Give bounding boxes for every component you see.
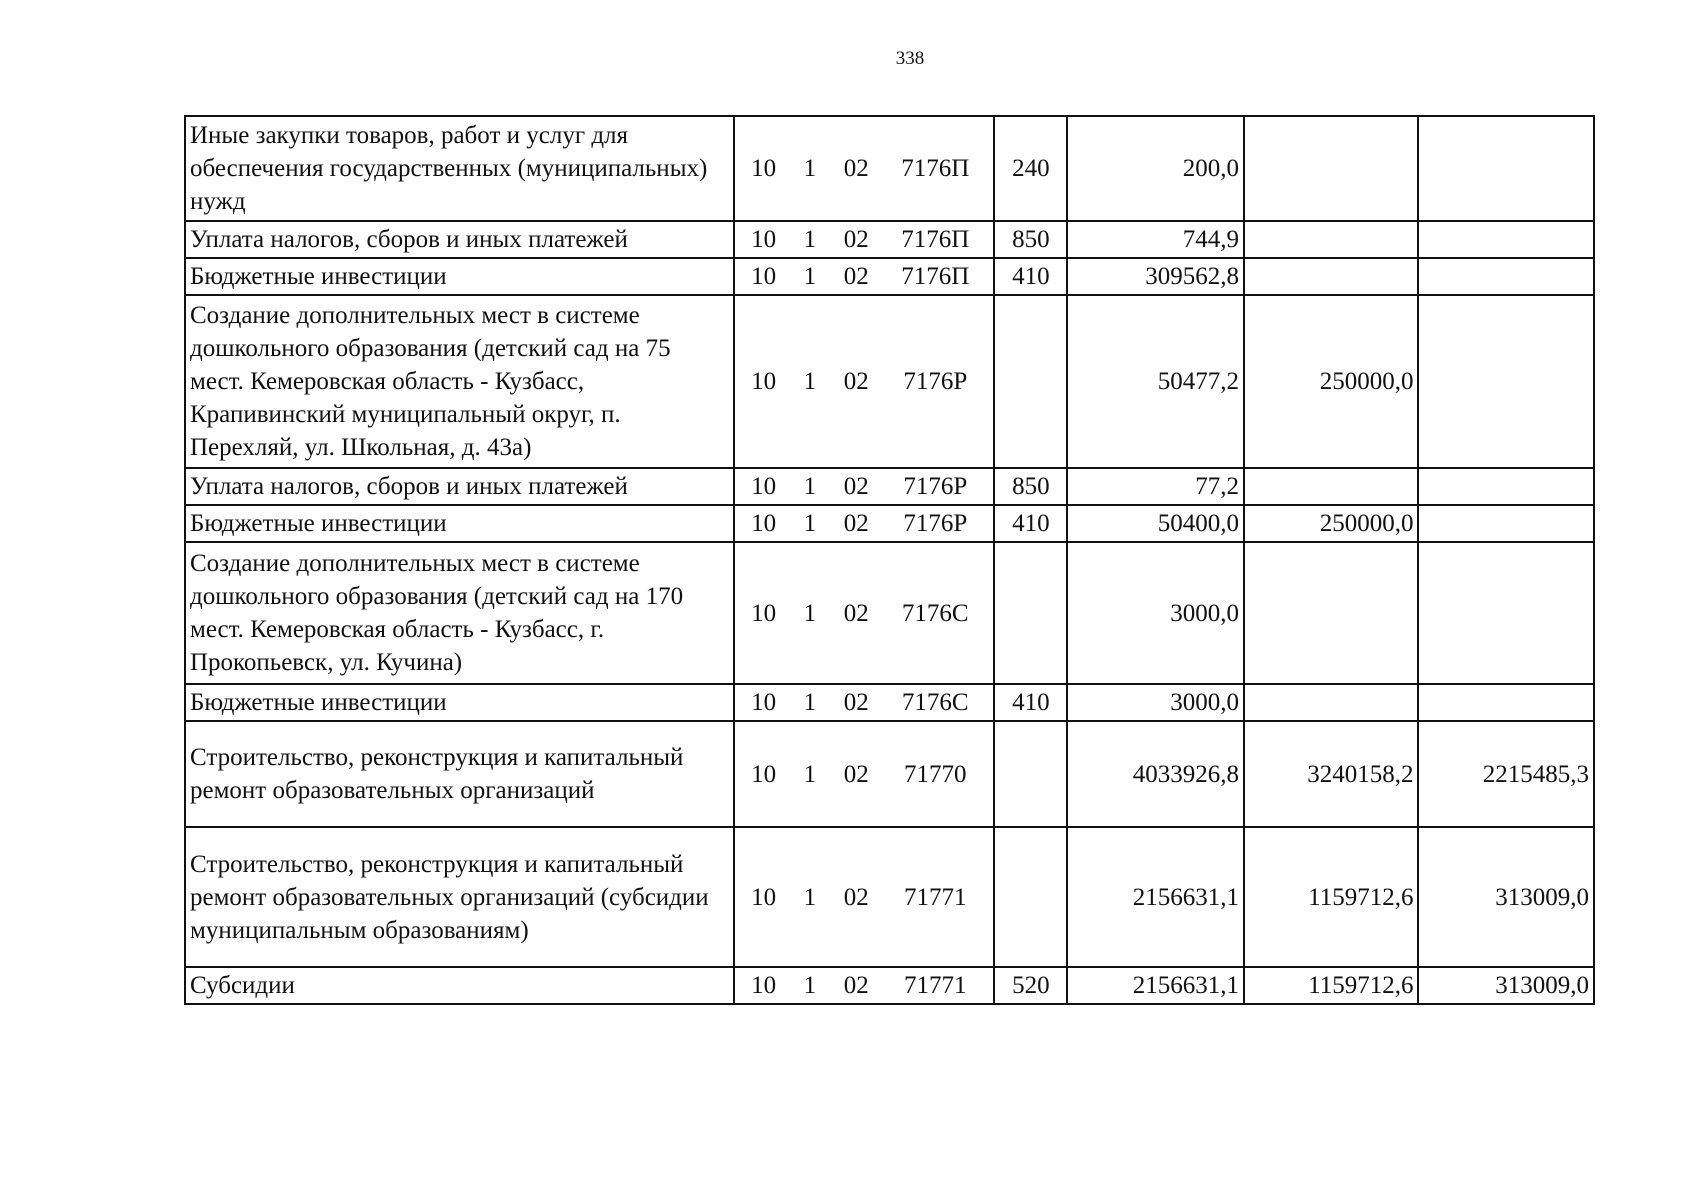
code-program: 1 (803, 972, 817, 999)
code-program: 1 (803, 473, 817, 500)
code-program: 1 (803, 760, 817, 788)
page-number: 338 (895, 48, 925, 69)
table-row (185, 258, 1594, 295)
sum-year-2 (1244, 116, 1418, 221)
row-codes (734, 468, 995, 505)
code-subprogram: 02 (843, 883, 869, 911)
expense-type: 240 (994, 116, 1067, 221)
table-row (185, 116, 1594, 221)
expense-type: 850 (994, 468, 1067, 505)
row-codes (734, 505, 995, 542)
code-direction: 7176С (901, 599, 969, 627)
sum-year-1: 309562,8 (1067, 258, 1244, 295)
row-name: Строительство, реконструкция и капитальный ремонт образовательных организаций (субсидии муниципальным образованиям) (185, 827, 734, 967)
sum-year-1: 50477,2 (1067, 295, 1244, 468)
sum-year-3: 313009,0 (1418, 967, 1594, 1004)
code-program: 1 (803, 510, 817, 537)
row-name: Строительство, реконструкция и капитальный ремонт образовательных организаций (185, 721, 734, 827)
sum-year-3 (1418, 505, 1594, 542)
row-codes (734, 116, 995, 221)
code-subprogram: 02 (843, 599, 869, 627)
table-row (185, 221, 1594, 258)
sum-year-3 (1418, 468, 1594, 505)
row-codes (734, 258, 995, 295)
code-section: 10 (751, 760, 777, 788)
sum-year-2 (1244, 468, 1418, 505)
code-subprogram: 02 (843, 368, 869, 395)
row-name: Бюджетные инвестиции (185, 684, 734, 721)
row-codes (734, 967, 995, 1004)
code-direction: 71771 (904, 972, 967, 999)
expense-type: 410 (994, 684, 1067, 721)
code-section: 10 (751, 972, 777, 999)
sum-year-1: 3000,0 (1067, 684, 1244, 721)
expense-type (994, 295, 1067, 468)
row-name: Иные закупки товаров, работ и услуг для обеспечения государственных (муниципальных) нужд (185, 116, 734, 221)
sum-year-1: 3000,0 (1067, 542, 1244, 684)
code-section: 10 (751, 226, 777, 253)
sum-year-3 (1418, 116, 1594, 221)
sum-year-1: 200,0 (1067, 116, 1244, 221)
code-direction: 7176Р (903, 510, 968, 537)
expense-type: 520 (994, 967, 1067, 1004)
code-direction: 7176Р (903, 473, 968, 500)
code-program: 1 (803, 155, 817, 182)
code-subprogram: 02 (843, 473, 869, 500)
sum-year-1: 744,9 (1067, 221, 1244, 258)
code-program: 1 (803, 226, 817, 253)
table-row (185, 468, 1594, 505)
code-program: 1 (803, 689, 817, 716)
sum-year-1: 2156631,1 (1067, 967, 1244, 1004)
code-section: 10 (751, 473, 777, 500)
sum-year-3: 313009,0 (1418, 827, 1594, 967)
row-name: Создание дополнительных мест в системе дошкольного образования (детский сад на 170 мест. Кемеровская область - Кузбасс, г. Прокопьевск, ул. Кучина) (185, 542, 734, 684)
sum-year-2: 1159712,6 (1244, 967, 1418, 1004)
sum-year-2: 1159712,6 (1244, 827, 1418, 967)
code-section: 10 (751, 368, 777, 395)
code-program: 1 (803, 883, 817, 911)
sum-year-3 (1418, 258, 1594, 295)
code-program: 1 (803, 368, 817, 395)
table-row (185, 684, 1594, 721)
row-name: Уплата налогов, сборов и иных платежей (185, 468, 734, 505)
sum-year-2 (1244, 684, 1418, 721)
budget-table (184, 115, 1595, 1005)
code-subprogram: 02 (843, 510, 869, 537)
sum-year-1: 50400,0 (1067, 505, 1244, 542)
table-row (185, 827, 1594, 967)
table-row (185, 505, 1594, 542)
sum-year-1: 77,2 (1067, 468, 1244, 505)
code-direction: 7176Р (903, 368, 968, 395)
code-subprogram: 02 (843, 155, 869, 182)
sum-year-3 (1418, 542, 1594, 684)
table-row (185, 967, 1594, 1004)
sum-year-1: 2156631,1 (1067, 827, 1244, 967)
code-program: 1 (803, 599, 817, 627)
table-row (185, 295, 1594, 468)
row-name: Бюджетные инвестиции (185, 258, 734, 295)
sum-year-2: 250000,0 (1244, 505, 1418, 542)
code-section: 10 (751, 883, 777, 911)
code-program: 1 (803, 263, 817, 290)
code-direction: 7176С (901, 689, 969, 716)
sum-year-3: 2215485,3 (1418, 721, 1594, 827)
sum-year-1: 4033926,8 (1067, 721, 1244, 827)
row-codes (734, 221, 995, 258)
expense-type (994, 721, 1067, 827)
expense-type: 410 (994, 505, 1067, 542)
code-direction: 7176П (901, 263, 970, 290)
expense-type (994, 542, 1067, 684)
sum-year-2 (1244, 542, 1418, 684)
code-section: 10 (751, 510, 777, 537)
table-row (185, 542, 1594, 684)
code-subprogram: 02 (843, 263, 869, 290)
sum-year-2: 250000,0 (1244, 295, 1418, 468)
row-name: Создание дополнительных мест в системе дошкольного образования (детский сад на 75 мест. Кемеровская область - Кузбасс, Крапивинский муниципальный округ, п. Перехляй, ул. Школьная, д. 43а) (185, 295, 734, 468)
table-row (185, 721, 1594, 827)
expense-type: 410 (994, 258, 1067, 295)
code-direction: 71771 (904, 883, 967, 911)
sum-year-3 (1418, 295, 1594, 468)
code-section: 10 (751, 263, 777, 290)
row-codes (734, 684, 995, 721)
sum-year-2 (1244, 258, 1418, 295)
row-codes (734, 827, 995, 967)
sum-year-2: 3240158,2 (1244, 721, 1418, 827)
row-name: Субсидии (185, 967, 734, 1004)
expense-type (994, 827, 1067, 967)
code-subprogram: 02 (843, 972, 869, 999)
code-direction: 71770 (904, 760, 967, 788)
sum-year-2 (1244, 221, 1418, 258)
row-name: Уплата налогов, сборов и иных платежей (185, 221, 734, 258)
code-subprogram: 02 (843, 689, 869, 716)
row-codes (734, 295, 995, 468)
code-direction: 7176П (901, 226, 970, 253)
row-name: Бюджетные инвестиции (185, 505, 734, 542)
code-direction: 7176П (901, 155, 970, 182)
expense-type: 850 (994, 221, 1067, 258)
code-subprogram: 02 (843, 226, 869, 253)
sum-year-3 (1418, 684, 1594, 721)
sum-year-3 (1418, 221, 1594, 258)
code-section: 10 (751, 155, 777, 182)
row-codes (734, 721, 995, 827)
row-codes (734, 542, 995, 684)
code-section: 10 (751, 689, 777, 716)
code-subprogram: 02 (843, 760, 869, 788)
code-section: 10 (751, 599, 777, 627)
